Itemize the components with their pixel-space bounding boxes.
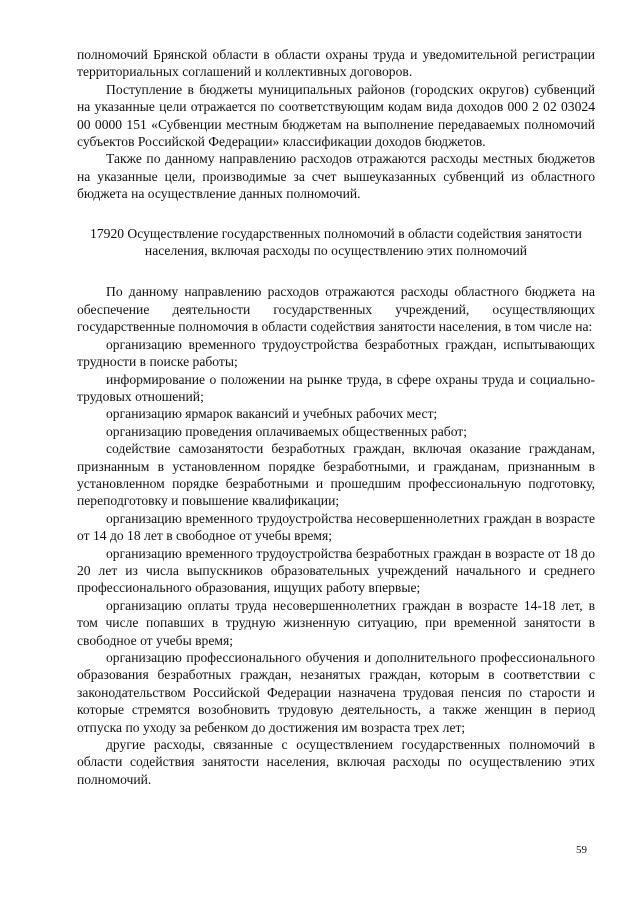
list-item: организацию профессионального обучения и дополнительного профессионального образования безработных граждан, незанятых граждан, которым в соответствии с законодательством Российской Федерации назначена трудовая пенсия по старости и которые стремятся возобновить трудовую деятельность, а также женщин в период отпуска по уходу за ребенком до достижения им возраста трех лет; — [77, 650, 595, 735]
paragraph-local-budgets: Также по данному направлению расходов отражаются расходы местных бюджетов на указанные цели, производимые за счет вышеуказанных субвенций из областного бюджета на осуществление данных полномочий. — [77, 151, 595, 202]
paragraph-expenses-intro: По данному направлению расходов отражаются расходы областного бюджета на обеспечение деятельности государственных учреждений, осуществляющих государственные полномочия в области содействия занятости населения, в том числе на: — [77, 284, 595, 335]
list-item: информирование о положении на рынке труда, в сфере охраны труда и социально-трудовых отношений; — [77, 371, 595, 404]
list-item: организацию временного трудоустройства безработных граждан в возрасте от 18 до 20 лет из числа выпускников образовательных учреждений начального и среднего профессионального образования, ищущих работу впервые; — [77, 545, 595, 596]
page-number: 59 — [576, 844, 587, 856]
document-page — [77, 46, 595, 788]
list-item: содействие самозанятости безработных граждан, включая оказание гражданам, признанным в установленном порядке безработными, и гражданам, признанным в установленном порядке безработными и прошедшим профессиональную подготовку, переподготовку и повышение квалификации; — [77, 441, 595, 509]
paragraph-revenue-codes: Поступление в бюджеты муниципальных районов (городских округов) субвенций на указанные цели отражается по соответствующим кодам вида доходов 000 2 02 03024 00 0000 151 «Субвенции местным бюджетам на выполнение передаваемых полномочий субъектов Российской Федерации» классификации доходов бюджетов. — [77, 81, 595, 150]
list-item: организацию проведения оплачиваемых общественных работ; — [106, 423, 468, 439]
list-item: другие расходы, связанные с осуществлением государственных полномочий в области содействия занятости населения, включая расходы по осуществлению этих полномочий. — [77, 737, 595, 787]
list-item: организацию ярмарок вакансий и учебных рабочих мест; — [106, 406, 438, 422]
list-item: организацию временного трудоустройства безработных граждан, испытывающих трудности в поиске работы; — [77, 336, 595, 370]
list-item: организацию временного трудоустройства несовершеннолетних граждан в возрасте от 14 до 18 лет в свободное от учебы время; — [77, 510, 595, 544]
list-item: организацию оплаты труда несовершеннолетних граждан в возрасте 14-18 лет, в том числе попавших в трудную жизненную ситуацию, при временной занятости в свободное от учебы время; — [77, 597, 595, 648]
section-heading-text: 17920 Осуществление государственных полномочий в области содействия занятости населения, включая расходы по осуществлению этих полномочий — [90, 225, 582, 259]
section-heading — [77, 225, 595, 260]
paragraph-intro-continuation: полномочий Брянской области в области охраны труда и уведомительной регистрации территориальных соглашений и коллективных договоров. — [77, 47, 595, 80]
